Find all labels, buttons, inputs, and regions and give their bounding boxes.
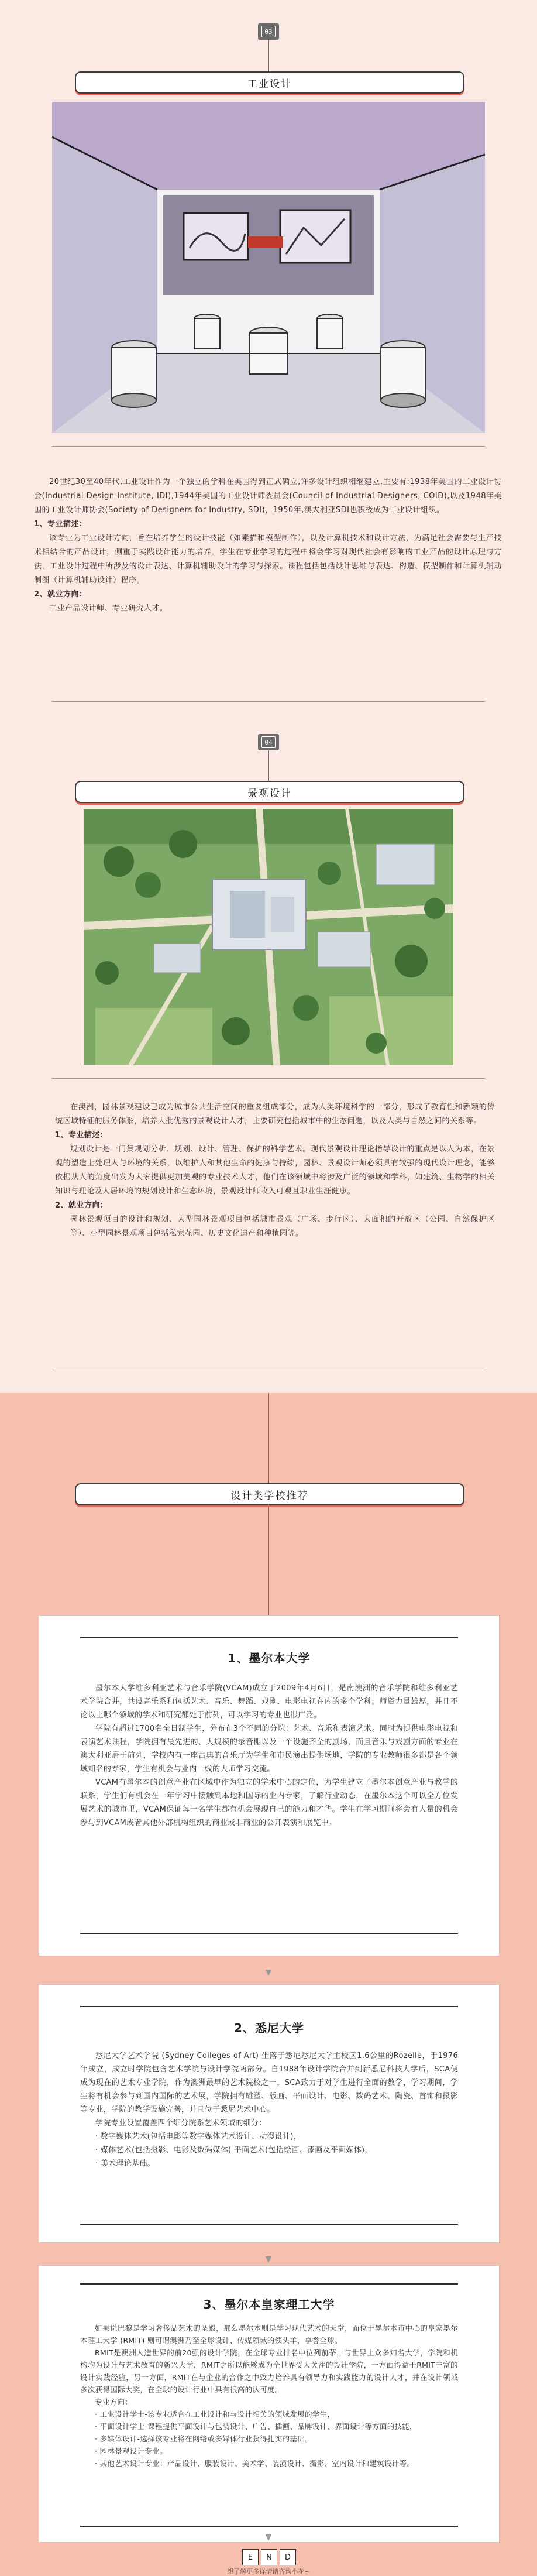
end-letter: N xyxy=(261,2549,277,2565)
connector-line xyxy=(268,40,269,71)
paragraph: RMIT是澳洲人造世界的前20强的设计学院，在全球专业排名中位列前茅，与世界上众多知名大学，学院和机构均为设计与艺术教育的新兴大学，RMIT之所以能够成为全世界受人关注的设计学院，一方面得益于RMIT丰富的设计实践经验，另一方面，RMIT在与企业的合作之中致力培养具有领导力和实践能力的设计人才，并在设计领域多次获得国际大奖，在全球的设计行业中具有很高的认可度。 xyxy=(80,2348,458,2394)
divider xyxy=(52,1078,485,1079)
school-name: 1、墨尔本大学 xyxy=(228,1651,311,1665)
end-letter: D xyxy=(280,2549,296,2565)
section-number-badge xyxy=(258,23,279,40)
end-letter: E xyxy=(242,2549,259,2565)
section-body xyxy=(55,1100,495,1241)
card-rule xyxy=(80,2006,458,2007)
paragraph: · 工业设计学士-该专业适合在工业设计和与设计相关的领域发展的学生， xyxy=(95,2410,335,2419)
connector-line xyxy=(268,1393,269,1483)
school-card-rmit xyxy=(39,2265,500,2543)
subheading: 1、专业描述： xyxy=(34,520,87,529)
card-rule xyxy=(80,1637,458,1638)
paragraph: · 数字媒体艺术(包括电影等数字媒体艺术设计、动漫设计)， xyxy=(95,2132,302,2141)
paragraph: · 其他艺术设计专业：产品设计、服装设计、美术学、装潢设计、摄影、室内设计和建筑设计等。 xyxy=(95,2459,415,2468)
card-rule xyxy=(80,1933,458,1934)
school-name: 3、墨尔本皇家理工大学 xyxy=(203,2297,335,2311)
paragraph: · 园林景观设计专业。 xyxy=(95,2447,167,2455)
school-description xyxy=(80,2049,458,2170)
intro-paragraph: 在澳洲，园林景观建设已成为城市公共生活空间的重要组成部分，成为人类环境科学的一部分，形成了教育性和新颖的传统区域特征的服务体系，培养大批优秀的景观设计人才，主要研究包括城市中的生态问题，以及人类与自然之间的关系等。 xyxy=(55,1103,495,1126)
description-paragraph: 该专业为工业设计方向，旨在培养学生的设计技能（如素描和模型制作），以及计算机技术和设计方法，为满足社会需要与生产技术相结合的产品设计，侧重于实践设计能力的培养。学生在专业学习的过程中将会学习对现代社会有影响的工业产品的设计原理与方法，工业设计过程中所涉及的设计表达、计算机辅助设计的学习与探索。课程包括包括设计思维与表达、构造、模型制作和计算机辅助制图（计算机辅助设计）程序。 xyxy=(34,534,502,585)
paragraph: · 平面设计学士-课程提供平面设计与包装设计、广告、插画、品牌设计、界面设计等方面的技能， xyxy=(95,2422,417,2431)
card-rule xyxy=(80,2526,458,2527)
section-number: 03 xyxy=(261,26,276,37)
school-card-melbourne xyxy=(39,1615,500,1956)
paragraph: VCAM有墨尔本的创意产业在区域中作为独立的学术中心的定位，为学生建立了墨尔本创意产业与教学的联系，学生们有机会在一年学习中接触到本地和国际的业内专家，了解行业动态，在墨尔本这个可以全方位发展艺术的城市里，VCAM保证每一名学生都有机会展现自己的能力和才华。学生在学习期间将会有大量的机会参与到VCAM或者其他外部机构组织的商业或非商业的公开表演和展览中。 xyxy=(80,1778,458,1827)
paragraph: 墨尔本大学维多利亚艺术与音乐学院(VCAM)成立于2009年4月6日，是南澳洲的音乐学院和维多利亚艺术学院合并，共设音乐系和包括艺术、音乐、舞蹈、戏剧、电影电视在内的多个学科。师资力量雄厚，并且不论以上哪个领域的学术和研究都处于前列，可以学习的专业也很广泛。 xyxy=(80,1684,458,1720)
exhibition-hall-sketch xyxy=(52,102,485,433)
subheading: 2、就业方向： xyxy=(55,1201,108,1210)
paragraph: 如果说巴黎是学习奢侈品艺术的圣殿，那么墨尔本则是学习现代艺术的天堂，而位于墨尔本市中心的皇家墨尔本理工大学 (RMIT) 则可谓澳洲乃至全球设计、传媒领域的领头羊，享誉全球。 xyxy=(80,2324,458,2345)
connector-line xyxy=(268,1504,269,1615)
paragraph: · 美术理论基础。 xyxy=(95,2159,155,2168)
paragraph: · 媒体艺术(包括摄影、电影及数码媒体) 平面艺术(包括绘画、漆画及平面媒体)， xyxy=(95,2146,373,2155)
school-name: 2、悉尼大学 xyxy=(234,2021,304,2035)
paragraph: 学院专业设置覆盖四个细分院系艺术领域的细分： xyxy=(95,2119,267,2128)
divider xyxy=(52,446,485,447)
connector-line xyxy=(268,750,269,781)
recommend-title: 设计类学校推荐 xyxy=(75,1483,464,1505)
section-title: 景观设计 xyxy=(75,781,464,803)
career-paragraph: 园林景观项目的设计和规划、大型园林景观项目包括城市景观（广场、步行区）、大面积的开放区（公园、自然保护区等）、小型园林景观项目包括私家花园、历史文化遗产和种植园等。 xyxy=(70,1215,495,1238)
paragraph: 悉尼大学艺术学院 (Sydney Colleges of Art) 坐落于悉尼悉尼大学主校区1.6公里的Rozelle，于1976年成立，成立时学院包含艺术学院与设计学院两部分。自1988年设计学院合并到新悉尼科技大学后，SCA便成为现在的艺术专业学院，作为澳洲最早的艺术院校之一，SCA致力于对学生进行全面的教学，学习期间，学生将有机会参与到国内国际的艺术展，学院拥有雕塑、版画、平面设计、电影、数码艺术、陶瓷、首饰和摄影等专业，学院的教学设施完善，并且位于悉尼艺术中心。 xyxy=(80,2052,458,2114)
arrow-down-icon: ▼ xyxy=(265,1968,272,1977)
divider xyxy=(52,701,485,702)
arrow-down-icon: ▼ xyxy=(265,2533,272,2542)
section-number-badge xyxy=(258,734,279,750)
landscape-site-plan xyxy=(84,809,453,1065)
subheading: 1、专业描述： xyxy=(55,1131,108,1140)
card-rule xyxy=(80,2283,458,2285)
school-card-sydney xyxy=(39,1984,500,2243)
school-description xyxy=(80,1682,458,1830)
card-rule xyxy=(80,2224,458,2225)
paragraph: 专业方向： xyxy=(95,2397,133,2406)
subheading: 2、就业方向： xyxy=(34,590,87,599)
paragraph: · 多媒体设计-选择该专业将在网络或多媒体行业获得扎实的基础。 xyxy=(95,2434,312,2443)
school-description xyxy=(80,2322,458,2469)
intro-paragraph: 20世纪30至40年代,工业设计作为一个独立的学科在美国得到正式确立,许多设计组织相继建立,主要有:1938年美国的工业设计协会(Industrial Design Institute, IDI),1944年美国的工业设计师委员会(Council of Industrial Designers, COID),以及1948年美国的工业设计师协会(Society of Designers for Industry, SDI)，1950年,澳大利亚SDI也积极成为工业设计组织。 xyxy=(34,478,502,514)
description-paragraph: 规划设计是一门集规划分析、规划、设计、管理、保护的科学艺术。现代景观设计理论指导设计的重点是以人为本，在景观的塑造上处理人与环境的关系，以维护人和其他生命的健康与持续，园林、景观设计师必须具有较强的现代设计理念，能够依据从人的角度出发为大家提供更加美观的专业技术人才，他们在该领域中将涉及广泛的领域和学科，如建筑、生物学的相关知识与理论及人居环境的规划设计和生态环境，景观设计师收入可观且职业生涯健康。 xyxy=(55,1145,495,1196)
footer-note: 想了解更多详情请咨询小花~ xyxy=(227,2568,310,2575)
arrow-down-icon: ▼ xyxy=(265,2255,272,2264)
section-number: 04 xyxy=(261,736,276,748)
paragraph: 学院有超过1700名全日制学生，分布在3个不同的分院：艺术、音乐和表演艺术。同时为提供电影电视和表演艺术课程，学院拥有最先进的、大规模的录音棚以及一个设施齐全的剧场，而且音乐与戏剧方面的专业在澳大利亚居于前列，学校内有一座古典的音乐厅为学生和市民演出提供场地，学院的专业教师很多都是各个领域知名的专家，学生有机会与业内一线的大师学习交流。 xyxy=(80,1724,458,1774)
section-body xyxy=(34,475,502,616)
career-paragraph: 工业产品设计师、专业研究人才。 xyxy=(49,604,168,613)
section-title: 工业设计 xyxy=(75,71,464,94)
